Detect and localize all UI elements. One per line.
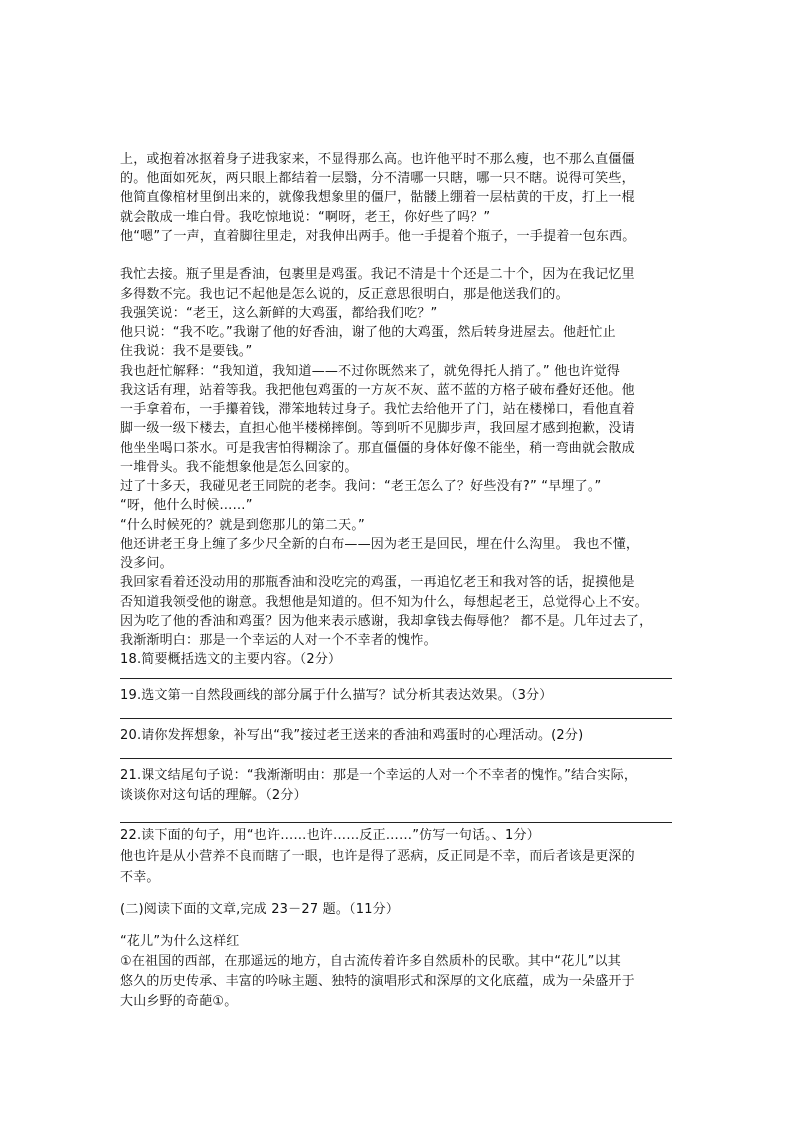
answer-line bbox=[120, 718, 672, 719]
passage-line: 我也赶忙解释：“我知道，我知道——不过你既然来了，就免得托人捎了。” 他也许觉得 bbox=[120, 364, 621, 379]
answer-line bbox=[120, 758, 672, 759]
passage-line: 他简直像棺材里倒出来的，就像我想象里的僵尸，骷髅上绷着一层枯黄的干皮，打上一棍 bbox=[120, 190, 635, 205]
passage-line: 他“嗯”了一声，直着脚往里走，对我伸出两手。他一手提着个瓶子，一手提着一包东西。 bbox=[120, 229, 636, 244]
passage-line: 否知道我领受他的谢意。我想他是知道的。但不知为什么，每想起老王，总觉得心上不安。 bbox=[120, 595, 649, 610]
passage-line: 因为吃了他的香油和鸡蛋？因为他来表示感谢，我却拿钱去侮辱他？ 都不是。几年过去了， bbox=[120, 614, 653, 629]
article-line: 悠久的历史传承、丰富的吟咏主题、独特的演唱形式和深厚的文化底蕴，成为一朵盛开于 bbox=[120, 974, 635, 989]
passage-line: 他坐坐喝口茶水。可是我害怕得糊涂了。那直僵僵的身体好像不能坐，稍一弯曲就会散成 bbox=[120, 441, 635, 456]
question-22: 22.读下面的句子，用“也许……也许……反正……”仿写一句话。、1分） bbox=[120, 828, 540, 843]
question-22-example: 他也许是从小营养不良而瞎了一眼，也许是得了恶病，反正同是不幸，而后者该是更深的 bbox=[120, 849, 635, 864]
article-title: “花儿”为什么这样红 bbox=[120, 934, 240, 949]
passage-line: 多得数不完。我也记不起他是怎么说的，反正意思很明白，那是他送我们的。 bbox=[120, 287, 569, 302]
passage-line: “呀，他什么时候……” bbox=[120, 498, 253, 513]
passage-line: 一堆骨头。我不能想象他是怎么回家的。 bbox=[120, 460, 358, 475]
passage-line: 没多问。 bbox=[120, 556, 173, 571]
passage-line: 就会散成一堆白骨。我吃惊地说：“啊呀，老王，你好些了吗？” bbox=[120, 210, 491, 225]
answer-line bbox=[120, 678, 672, 679]
question-20: 20.请你发挥想象，补写出“我”接过老王送来的香油和鸡蛋时的心理活动。(2分) bbox=[120, 728, 584, 743]
question-19: 19.选文第一自然段画线的部分属于什么描写？试分析其表达效果。（3分） bbox=[120, 688, 553, 703]
passage-line: 我回家看着还没动用的那瓶香油和没吃完的鸡蛋，一再追忆老王和我对答的话，捉摸他是 bbox=[120, 575, 635, 590]
question-21-cont: 谈谈你对这句话的理解。（2分） bbox=[120, 788, 307, 803]
passage-line: 我忙去接。瓶子里是香油，包裹里是鸡蛋。我记不清是十个还是二十个，因为在我记忆里 bbox=[120, 267, 635, 282]
passage-line: 脚一级一级下楼去，直担心他半楼梯摔倒。等到听不见脚步声，我回屋才感到抱歉，没请 bbox=[120, 421, 635, 436]
section-2-heading: (二)阅读下面的文章,完成 23－27 题。（11分） bbox=[120, 902, 400, 917]
passage-line: “什么时候死的？就是到您那儿的第二天。” bbox=[120, 518, 365, 533]
answer-line bbox=[120, 822, 672, 823]
passage-line: 上，或抱着冰抠着身子进我家来，不显得那么高。也许他平时不那么瘦，也不那么直僵僵 bbox=[120, 152, 635, 167]
question-21: 21.课文结尾句子说：“我渐渐明由：那是一个幸运的人对一个不幸者的愧怍。”结合实际， bbox=[120, 768, 638, 783]
passage-line: 他还讲老王身上缠了多少尺全新的白布——因为老王是回民，埋在什么沟里。 我也不懂， bbox=[120, 537, 640, 552]
question-22-example-cont: 不幸。 bbox=[120, 870, 160, 885]
passage-line: 住我说：我不是要钱。” bbox=[120, 344, 253, 359]
question-18: 18.简要概括选文的主要内容。（2分） bbox=[120, 652, 342, 667]
article-line: ①在祖国的西部，在那遥远的地方，自古流传着许多自然质朴的民歌。其中“花儿”以其 bbox=[120, 954, 621, 969]
passage-line: 他只说：“我不吃。”我谢了他的好香油，谢了他的大鸡蛋，然后转身进屋去。他赶忙止 bbox=[120, 325, 616, 340]
passage-line: 的。他面如死灰，两只眼上都结着一层翳，分不清哪一只瞎，哪一只不瞎。说得可笑些， bbox=[120, 171, 635, 186]
passage-line: 我这话有理，站着等我。我把他包鸡蛋的一方灰不灰、蓝不蓝的方格子破布叠好还他。他 bbox=[120, 383, 635, 398]
passage-line: 过了十多天，我碰见老王同院的老李。我问：“老王怎么了？好些没有?” “早埋了。” bbox=[120, 479, 602, 494]
article-line: 大山乡野的奇葩①。 bbox=[120, 994, 238, 1009]
passage-line: 一手拿着布，一手攥着钱，滞笨地转过身子。我忙去给他开了门，站在楼梯口，看他直着 bbox=[120, 402, 635, 417]
passage-line: 我渐渐明白：那是一个幸运的人对一个不幸者的愧怍。 bbox=[120, 633, 437, 648]
passage-line: 我强笑说：“老王，这么新鲜的大鸡蛋，都给我们吃？” bbox=[120, 306, 438, 321]
